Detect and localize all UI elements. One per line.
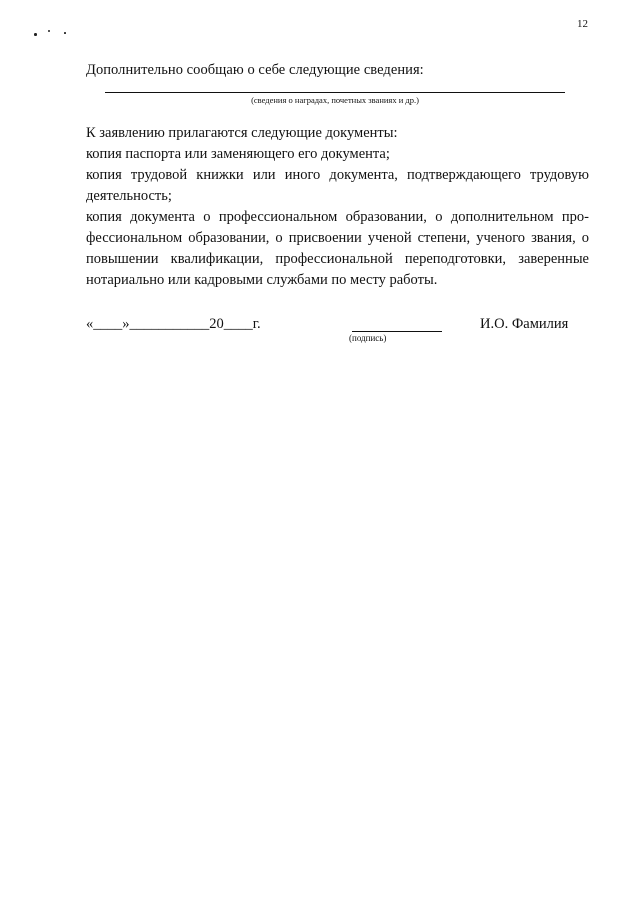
signature-line: [352, 331, 442, 332]
scan-speck: [48, 30, 50, 32]
attached-documents-block: [86, 123, 589, 291]
additional-info-caption: (сведения о наградах, почетных званиях и др.): [251, 95, 419, 105]
additional-info-fill-line: [105, 92, 565, 93]
additional-info-text: Дополнительно сообщаю о себе следующие сведения:: [86, 62, 424, 78]
document-line: копия трудовой книжки или иного документа, подтверждающего трудовую: [86, 167, 589, 183]
date-field: «____»___________20____г.: [86, 316, 261, 332]
scan-speck: [64, 32, 66, 34]
attached-documents-heading: К заявлению прилагаются следующие документы:: [86, 125, 398, 141]
page-number: 12: [577, 18, 588, 30]
document-line: копия документа о профессиональном образовании, о дополнительном про-: [86, 209, 589, 225]
document-line: нотариально или кадровыми службами по месту работы.: [86, 272, 438, 288]
document-line: фессиональном образовании, о присвоении ученой степени, ученого звания, о: [86, 230, 589, 246]
scan-speck: [34, 33, 37, 36]
signer-name: И.О. Фамилия: [480, 316, 569, 332]
signature-caption: (подпись): [349, 333, 387, 343]
document-line: повышении квалификации, профессиональной переподготовки, заверенные: [86, 251, 589, 267]
scan-specks: [34, 27, 74, 39]
document-line: копия паспорта или заменяющего его документа;: [86, 146, 390, 162]
document-line: деятельность;: [86, 188, 172, 204]
